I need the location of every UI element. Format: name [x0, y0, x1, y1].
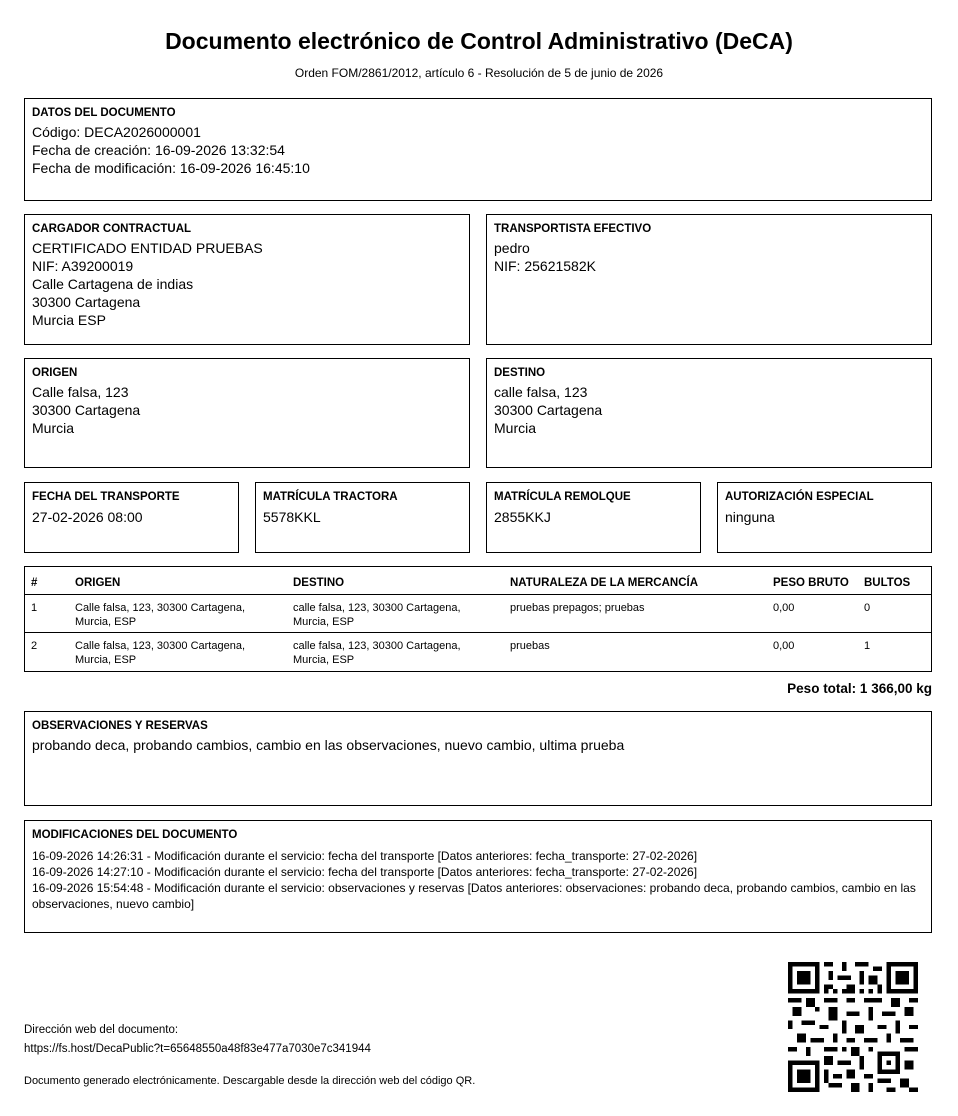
destino-box [486, 358, 932, 468]
modificaciones-box [24, 820, 932, 933]
modificacion-line: 16-09-2026 15:54:48 - Modificación durante el servicio: observaciones y reservas [Datos anteriores: observaciones: probando deca, probando cambios, cambio en las observaciones, nuevo cambio] [32, 881, 916, 911]
observaciones-text: probando deca, probando cambios, cambio en las observaciones, nuevo cambio, ultima prueba [32, 737, 625, 753]
table-header-row [25, 567, 931, 595]
origen-cp: 30300 Cartagena [32, 402, 141, 418]
cell-destino: calle falsa, 123, 30300 Cartagena, Murcia, ESP [293, 640, 461, 666]
table-row [25, 595, 931, 633]
col-peso-header: PESO BRUTO [773, 577, 849, 589]
cell-peso: 0,00 [773, 602, 795, 614]
col-destino-header: DESTINO [293, 577, 345, 589]
cargador-provincia: Murcia ESP [32, 312, 106, 328]
autorizacion-box [717, 482, 932, 553]
cell-naturaleza: pruebas prepagos; pruebas [510, 602, 645, 614]
cargador-nif: NIF: A39200019 [32, 258, 134, 274]
transportista-heading: TRANSPORTISTA EFECTIVO [494, 223, 652, 235]
matricula-tractora-box [255, 482, 470, 553]
transportista-nombre: pedro [494, 240, 530, 256]
datos-documento-heading: DATOS DEL DOCUMENTO [32, 107, 176, 119]
cell-bultos: 0 [864, 602, 871, 614]
modificacion-line: 16-09-2026 14:26:31 - Modificación durante el servicio: fecha del transporte [Datos anteriores: fecha_transporte: 27-02-2026] [32, 849, 698, 863]
col-num-header: # [31, 577, 38, 589]
modificaciones-heading: MODIFICACIONES DEL DOCUMENTO [32, 829, 238, 841]
cell-origen: Calle falsa, 123, 30300 Cartagena, Murcia, ESP [75, 602, 246, 628]
cargador-heading: CARGADOR CONTRACTUAL [32, 223, 192, 235]
mercancias-table [24, 566, 932, 672]
cell-destino: calle falsa, 123, 30300 Cartagena, Murcia, ESP [293, 602, 461, 628]
matricula-remolque-value: 2855KKJ [494, 509, 551, 525]
cell-peso: 0,00 [773, 640, 795, 652]
origen-box [24, 358, 470, 468]
col-naturaleza-header: NATURALEZA DE LA MERCANCÍA [510, 577, 699, 589]
cargador-nombre: CERTIFICADO ENTIDAD PRUEBAS [32, 240, 263, 256]
origen-provincia: Murcia [32, 420, 75, 436]
col-bultos-header: BULTOS [864, 577, 911, 589]
matricula-tractora-value: 5578KKL [263, 509, 321, 525]
footer-note: Documento generado electrónicamente. Descargable desde la dirección web del código QR. [24, 1075, 476, 1087]
autorizacion-heading: AUTORIZACIÓN ESPECIAL [725, 491, 874, 503]
cell-naturaleza: pruebas [510, 640, 550, 652]
observaciones-heading: OBSERVACIONES Y RESERVAS [32, 720, 208, 732]
fecha-transporte-heading: FECHA DEL TRANSPORTE [32, 491, 180, 503]
fecha-transporte-box [24, 482, 239, 553]
codigo-line: Código: DECA2026000001 [32, 124, 201, 140]
destino-calle: calle falsa, 123 [494, 384, 588, 400]
datos-documento-box [24, 98, 932, 201]
cell-origen: Calle falsa, 123, 30300 Cartagena, Murcia, ESP [75, 640, 246, 666]
peso-total: Peso total: 1 366,00 kg [787, 681, 932, 696]
cargador-cp: 30300 Cartagena [32, 294, 141, 310]
origen-calle: Calle falsa, 123 [32, 384, 129, 400]
cell-num: 1 [31, 602, 38, 614]
destino-cp: 30300 Cartagena [494, 402, 603, 418]
matricula-remolque-heading: MATRÍCULA REMOLQUE [494, 491, 631, 503]
cargador-calle: Calle Cartagena de indias [32, 276, 194, 292]
fecha-modificacion-line: Fecha de modificación: 16-09-2026 16:45:10 [32, 160, 310, 176]
document-subtitle: Orden FOM/2861/2012, artículo 6 - Resolución de 5 de junio de 2026 [294, 66, 664, 80]
document-title: Documento electrónico de Control Administrativo (DeCA) [165, 28, 793, 54]
table-row [25, 633, 931, 671]
matricula-remolque-box [486, 482, 701, 553]
destino-heading: DESTINO [494, 367, 546, 379]
web-url[interactable]: https://fs.host/DecaPublic?t=65648550a48f83e477a7030e7c341944 [24, 1043, 371, 1055]
origen-heading: ORIGEN [32, 367, 78, 379]
cargador-box [24, 214, 470, 345]
cell-bultos: 1 [864, 640, 871, 652]
transportista-box [486, 214, 932, 345]
observaciones-box [24, 711, 932, 806]
cell-num: 2 [31, 640, 38, 652]
web-label: Dirección web del documento: [24, 1024, 179, 1036]
modificacion-line: 16-09-2026 14:27:10 - Modificación durante el servicio: fecha del transporte [Datos anteriores: fecha_transporte: 27-02-2026] [32, 865, 698, 879]
matricula-tractora-heading: MATRÍCULA TRACTORA [263, 491, 398, 503]
fecha-transporte-value: 27-02-2026 08:00 [32, 509, 143, 525]
destino-provincia: Murcia [494, 420, 537, 436]
autorizacion-value: ninguna [725, 509, 775, 525]
col-origen-header: ORIGEN [75, 577, 121, 589]
qr-code-icon[interactable] [788, 962, 918, 1092]
transportista-nif: NIF: 25621582K [494, 258, 596, 274]
fecha-creacion-line: Fecha de creación: 16-09-2026 13:32:54 [32, 142, 285, 158]
